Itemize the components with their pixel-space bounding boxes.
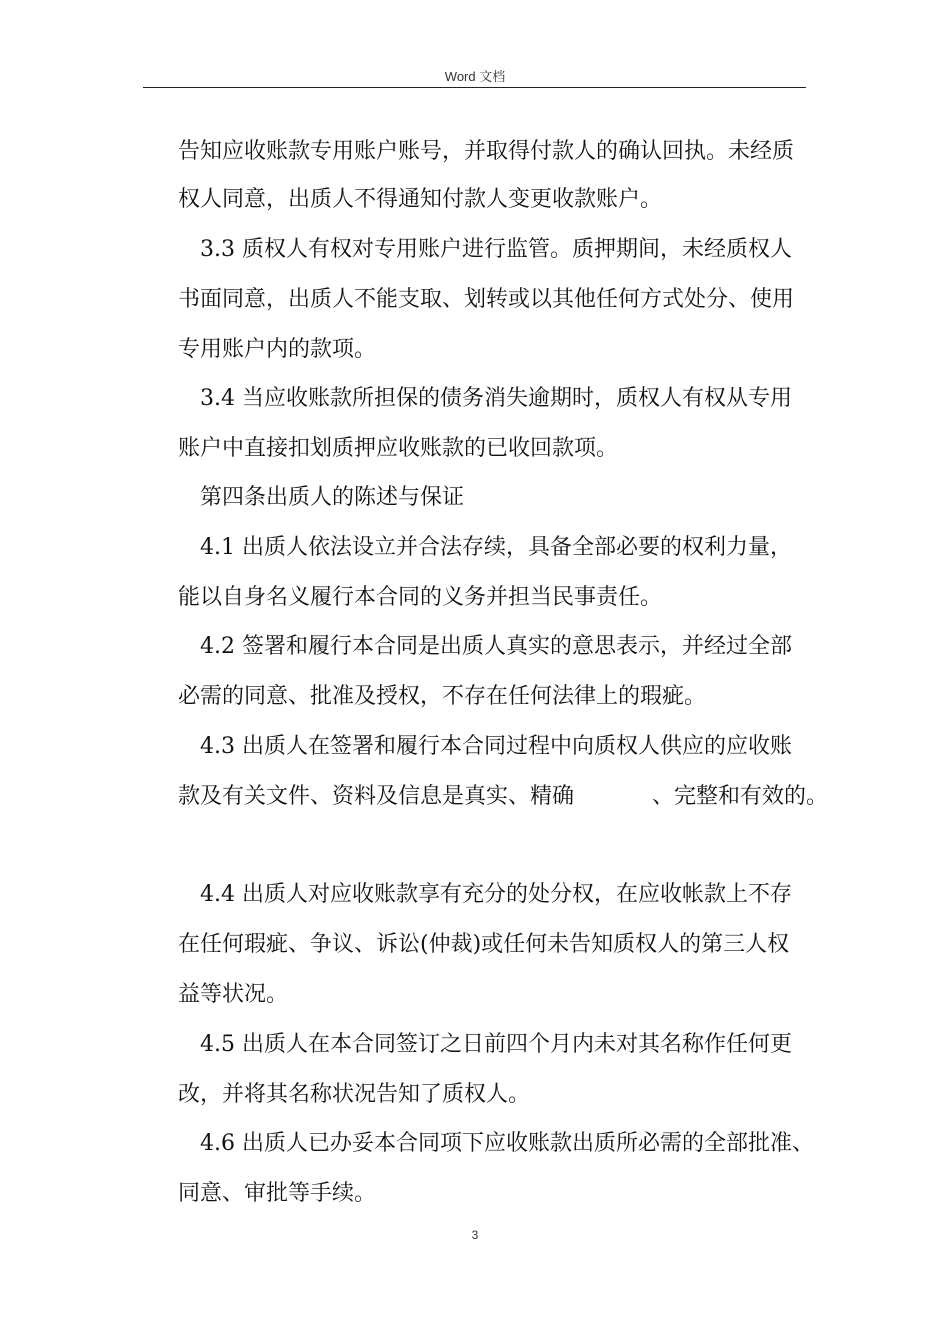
text-line: 告知应收账款专用账户账号，并取得付款人的确认回执。未经质 [178,139,795,164]
text-line: 益等状况。 [178,982,289,1007]
text-line: 改，并将其名称状况告知了质权人。 [178,1082,531,1107]
text-line: 书面同意，出质人不能支取、划转或以其他任何方式处分、使用 [178,287,795,312]
text-line [178,782,828,812]
clause-4-4: 4.4 出质人对应收账款享有充分的处分权，在应收帐款上不存 [200,882,792,907]
header-rule [143,87,806,88]
clause-4-1: 4.1 出质人依法设立并合法存续，具备全部必要的权利力量， [200,535,792,560]
text-line: 能以自身名义履行本合同的义务并担当民事责任。 [178,585,663,610]
header-title: Word 文档 [444,69,506,84]
text-line: 在任何瑕疵、争议、诉讼(仲裁)或任何未告知质权人的第三人权 [178,932,790,957]
clause-4-3: 4.3 出质人在签署和履行本合同过程中向质权人供应的应收账 [200,734,792,759]
text-segment: 、完整和有效的。 [652,784,829,809]
text-line: 账户中直接扣划质押应收账款的已收回款项。 [178,436,619,461]
text-line: 同意、审批等手续。 [178,1181,377,1206]
page-number: 3 [471,1228,479,1242]
text-line: 权人同意，出质人不得通知付款人变更收款账户。 [178,187,663,212]
clause-3-4: 3.4 当应收账款所担保的债务消失逾期时，质权人有权从专用 [200,386,792,411]
text-line: 专用账户内的款项。 [178,337,377,362]
clause-3-3: 3.3 质权人有权对专用账户进行监管。质押期间，未经质权人 [200,237,792,262]
clause-4-5: 4.5 出质人在本合同签订之日前四个月内未对其名称作任何更 [200,1032,792,1057]
clause-4-6: 4.6 出质人已办妥本合同项下应收账款出质所必需的全部批准、 [200,1131,814,1156]
section-heading: 第四条出质人的陈述与保证 [200,485,465,510]
text-segment: 款及有关文件、资料及信息是真实、精确 [178,784,575,809]
text-line: 必需的同意、批准及授权，不存在任何法律上的瑕疵。 [178,684,707,709]
clause-4-2: 4.2 签署和履行本合同是出质人真实的意思表示，并经过全部 [200,634,792,659]
